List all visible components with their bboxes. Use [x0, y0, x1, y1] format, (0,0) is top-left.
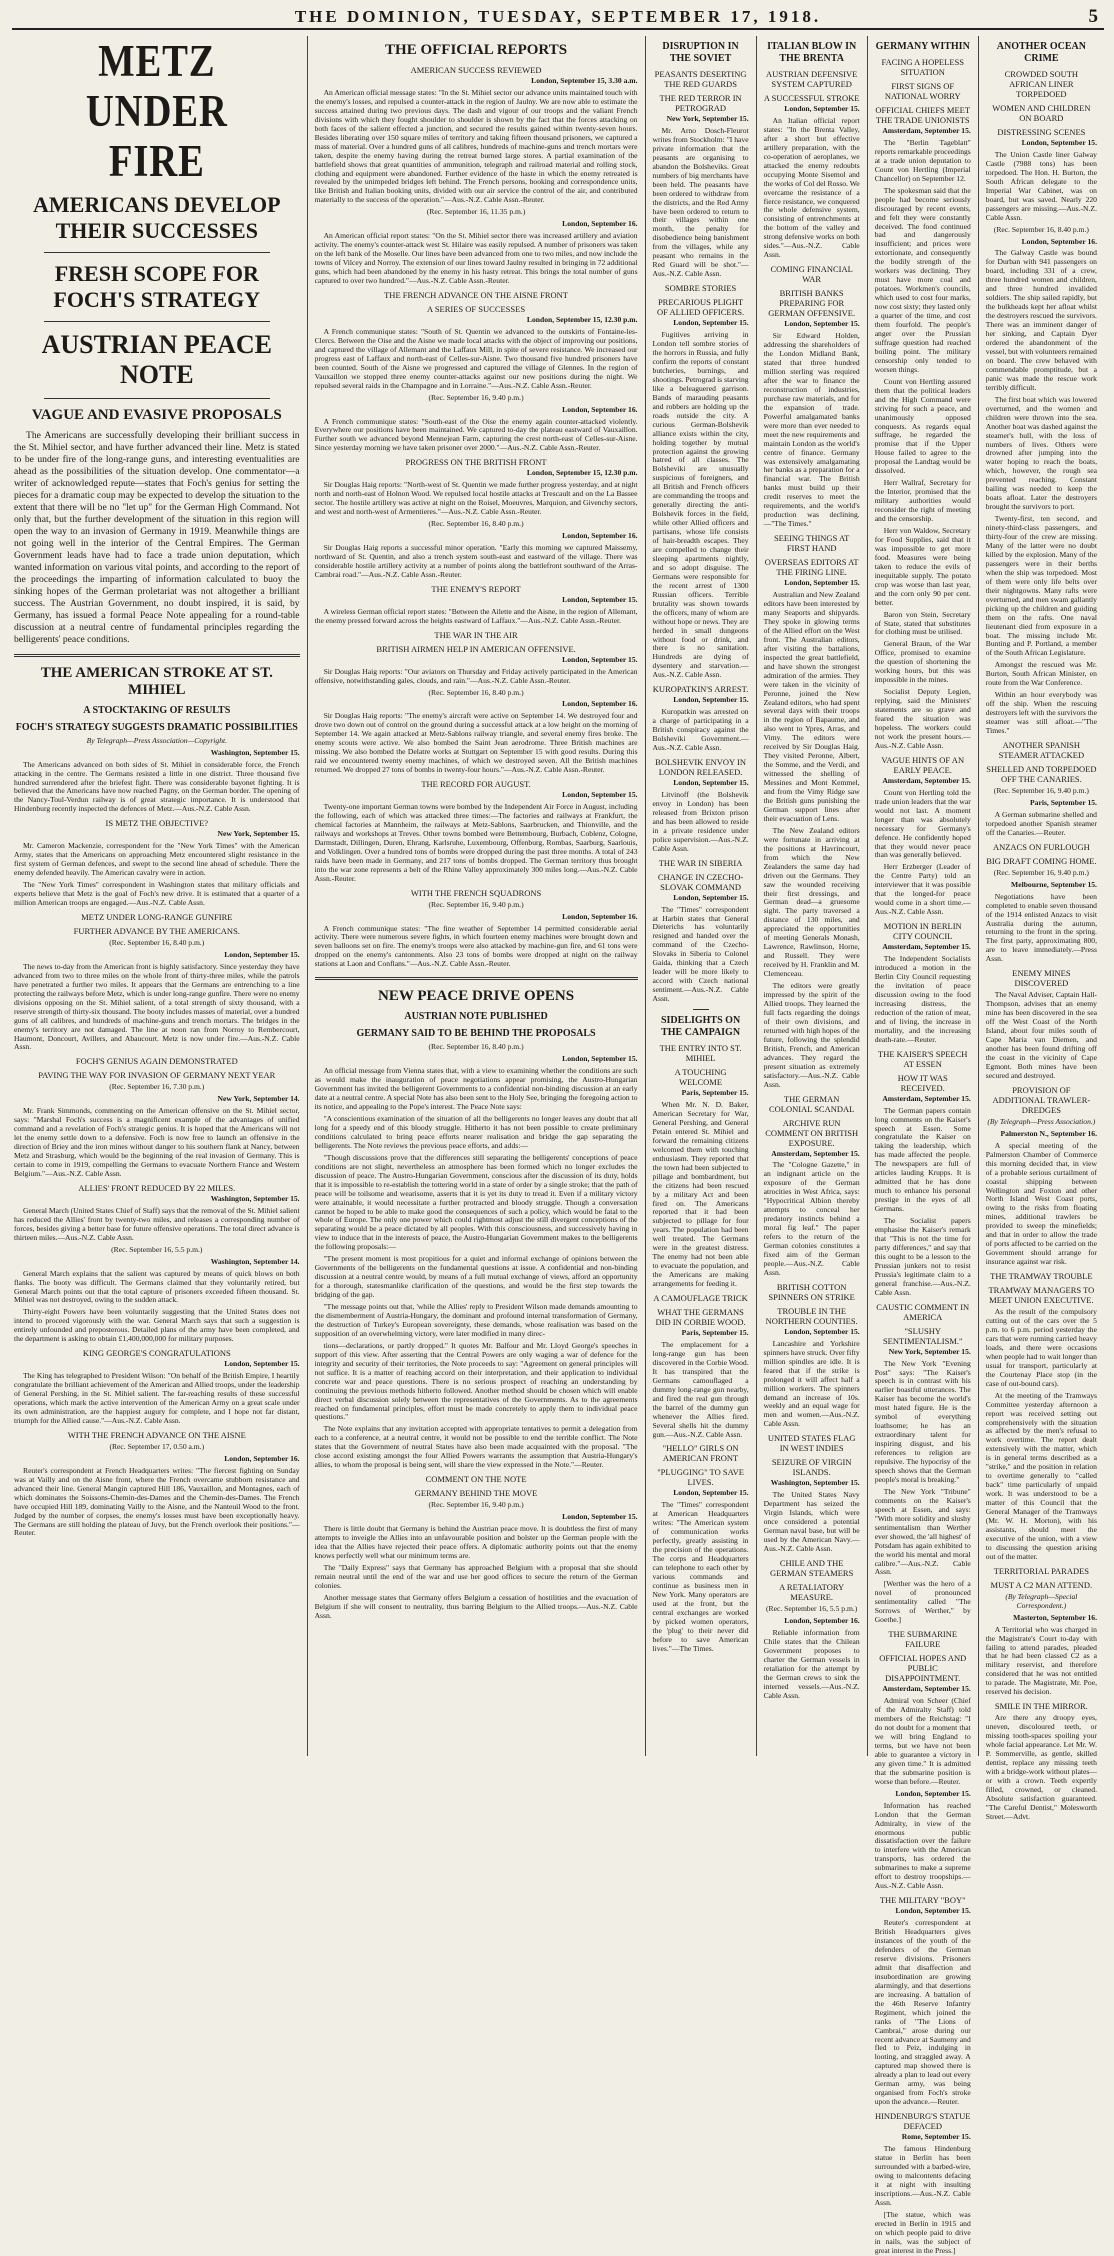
article-paragraph: Negotiations have been completed to enable seven thousand of the 1914 enlisted Anzacs to visit Australia during the autumn, returning to the front in the spring. The first party, approximating 800, are to leave immediately.—Press Assn. [985, 891, 1097, 964]
article-subheading: WHAT THE GERMANS DID IN CORBIE WOOD. [655, 1307, 746, 1328]
article-subheading: MOTION IN BERLIN CITY COUNCIL [883, 921, 962, 942]
section-heading: THE OFFICIAL REPORTS [385, 42, 568, 58]
article-heading: THE AMERICAN STROKE AT ST. MIHIEL [40, 664, 273, 698]
headline-deck-2: FRESH SCOPE FOR FOCH'S STRATEGY [53, 261, 261, 312]
byline: (By Telegraph—Special Correspondent.) [1005, 1591, 1078, 1610]
article-heading: ANOTHER OCEAN CRIME [996, 41, 1086, 64]
article-subheading: A CAMOUFLAGE TRICK [653, 1293, 748, 1304]
dateline: London, September 15, 12.30 p.m. [526, 314, 638, 324]
article-paragraph: The New York "Evening Post" says: "The Kaiser's speech is in contrast with his earlier boastful utterances. The Kaiser has become the world's most hated figure. He is the symbol of everything loathsome; he has an extraordinary talent for inspiring disgust, and his references to religion are repulsive. The hypocrisy of the speech shows that the German people's moral is breaking." [874, 1358, 971, 1484]
article-paragraph: An American official message states: "In the St. Mihiel sector our advance units maintained touch with the enemy's losses, and repulsed a counter-attack in the region of Jaulny. We are now able to estimate the success attained during two previous days. The dash and vigour of our troops and the valiant French divisions with which they fought shoulder to shoulder is shown by the fact that the forces attacking on both faces of the salient effected a junction, and secured the results gained within twenty-seven hours. Besides liberating over 150 square miles of territory and taking fifteen thousand prisoners, we captured a mass of material. Over a hundred guns of all calibres, hundreds of machine-guns and trench mortars were taken, despite the enemy having during the retreat burned large stores. A partial examination of the battlefield shows that great quantities of ammunition, telegraph and railroad material and rolling stock, clothing and equipment were abandoned. Further evidence of the haste in which the enemy retreated is revealed by the unimpeded bridges left behind. The French persons, booking and correspondence units, like British and Italian booking units, divided with our air service the control of the air, and contributed materially to the success of the operation."—Aus.-N.Z. Cable Assn.-Reuter. [314, 87, 638, 205]
received-note: (Rec. September 16, 8.40 p.m.) [428, 1042, 524, 1052]
article-paragraph: The editors were greatly impressed by the spirit of the Allied troops. They learned the full facts regarding the doings of their own divisions, and returned with high hopes of the future, following the splendid British, French, and American advances. They regard the present situation as extremely satisfactory.—Aus.-N.Z. Cable Assn. [763, 981, 860, 1089]
article-subheading: CROWDED SOUTH AFRICAN LINER TORPEDOED [1004, 69, 1079, 99]
article-paragraph: Lancashire and Yorkshire spinners have struck. Over fifty million spindles are idle. It is feared that if the strike is prolonged it will affect half a million workers. The spinners demand an increase of 10s. weekly and an equal wage for men and women.—Aus.-N.Z. Cable Assn. [763, 1338, 860, 1429]
article-heading: NEW PEACE DRIVE OPENS [378, 988, 575, 1005]
article-subheading: THE FRENCH ADVANCE ON THE AISNE FRONT [384, 289, 568, 300]
headline-deck-1: AMERICANS DEVELOP THEIR SUCCESSES [33, 192, 281, 243]
received-note: (Rec. September 16, 9.40 p.m.) [428, 899, 524, 909]
dateline: New York, September 14. [217, 1094, 300, 1104]
article-subheading: SMILE IN THE MIRROR. [994, 1701, 1088, 1712]
byline: (By Telegraph—Press Association.) [987, 1116, 1096, 1126]
article-paragraph: There is little doubt that Germany is behind the Austrian peace move. It is doubtless the first of many attempts to inveigle the Allies into an unfavourable position and bolster up the German people with the idea that the Allies have rejected their peace offers. A diplomatic authority points out that the enemy knows perfectly well what our minimum terms are. [314, 1524, 638, 1560]
article-subheading: FOCH'S GENIUS AGAIN DEMONSTRATED [75, 1056, 238, 1067]
article-paragraph: Admiral von Scheer (Chief of the Admiralty Staff) told members of the Reichstag: "I do not doubt for a moment that we will bring England to terms, but we have not been able to guarantee a victory in any given time." It is admitted that the submarine position is worse than before.—Reuter. [874, 1696, 971, 1786]
article-subheading: BOLSHEVIK ENVOY IN LONDON RELEASED. [655, 757, 746, 777]
article-paragraph: The United States Navy Department has seized the Virgin Islands, which were once considered a potential German naval base, but will be used by the American Navy.—Aus.-N.Z. Cable Assn. [763, 1490, 860, 1553]
dateline: New York, September 15. [217, 829, 300, 839]
article-subheading: CHANGE IN CZECHO-SLOVAK COMMAND [657, 871, 744, 892]
article-paragraph: [Werther was the hero of a novel of pronounced sentimentality called "The Sorrows of Werther," by Goethe.] [874, 1579, 971, 1625]
article-subheading: UNITED STATES FLAG IN WEST INDIES [767, 1433, 856, 1454]
dateline: London, September 15. [562, 654, 638, 664]
page-number: 5 [1088, 6, 1098, 27]
article-subheading: PROGRESS ON THE BRITISH FRONT [405, 457, 547, 468]
article-paragraph: The Galway Castle was bound for Durban with 941 passengers on board, including 331 of a crew, three hundred women and children, and three hundred invalided soldiers. The ship sailed rapidly, but the bulkheads kept her afloat whilst the destroyers rescued the survivors. There was an imminent danger of her sinking, and Captain Dyer ordered the abandonment of the vessel, but with volunteers remained on board. The crew behaved with commendable promptitude, but a panic was made the rescue work terribly difficult. [985, 248, 1097, 392]
article-paragraph: Fugitives arriving in London tell sombre stories of the horrors in Russia, and fully confirm the reports of constant butcheries, burnings, and shootings. Petrograd is starving like a beleaguered garrison. Bands of marauding peasants and robbers are holding up the roads outside the city. A curious German-Bolshevik alliance exists within the city, holding together by mutual protection against the growing hatred of all classes. The Bolsheviki are unusually suspicious of foreigners, and all British and French officers are commanding the troops and generally directing the anti-Bolshevik forces in the field, while other Allied officers and partisans, whose life consists of hair-breadth escapes. They are compelled to change their sleeping apartments nightly, and so adopt disguise. The Germans were responsible for the recent arrest of 1300 Russian officers. Terrible brutality was shown towards the officers, many of whom are without hope or news. They are herded in small dungeons without food or drink, and there is no sanitation. Hundreds are dying of dysentery and starvation.—Aus.-N.Z. Cable Assn. [652, 330, 749, 680]
masthead [12, 6, 1104, 30]
article-paragraph: Sir Douglas Haig reports a successful minor operation. "Early this morning we captured Maissemy, northward of St. Quentin, and also a trench system south-east and eastward of the village. There was considerable hostile artillery activity at a number of points along the battlefront southward of the Arras-Cambrai road."—Aus.-N.Z. Cable Assn.-Reuter. [314, 542, 638, 579]
article-paragraph: Australian and New Zealand editors have been interested by many Seaports and shipyards. They spoke in glowing terms of the Allied effort on the West front. The Australian editors, after visiting the battalions, inspected the great battlefield, and have shown the strongest admiration of the armies. They were taken in the vicinity of Peronne, joined the New Zealand editors, who had spent several days with their troops in the region of Bapaume, and also went to Ypres, Arras, and Vimy. The editors were received by Sir Douglas Haig. They visited Peronne, Albert, the Somme, and the Verdi, and witnessed the shelling of Messines and Mont Kemmel, and from the Vimy Ridge saw the British guns punishing the German support lines after their evacuation of Lens. [763, 590, 860, 823]
dateline: London, September 15. [224, 949, 300, 959]
article-paragraph: "The message points out that, 'while the Allies' reply to President Wilson made demands amounting to the dismemberment of Austria-Hungary, the dominant and profound internal transformation of Germany, the destruction of Turkey's European sovereignty, these demands, whose realisation was based on the supposition of an overwhelming victory, were later modified in many direc- [314, 1302, 638, 1338]
dateline: London, September 15. [784, 1326, 860, 1336]
dateline: London, September 16. [224, 1453, 300, 1463]
lead-summary: The Americans are successfully developing their brilliant success in the St. Mihiel sector, and have further advanced their line. Metz is stated to be under fire of the long-range guns, and interesting eventualities are ahead as the possibilities of the situation develop. One commentator—a writer of acknowledged repute—states that Foch's genius for setting the pieces for a dramatic coup may be expected to develop the situation to the extent that there will be no "let up" for the German High Command. Not only that, but the further development of the situation in this region will open the way to an invasion of Germany in 1919. Meanwhile things are not going well in the interior of the Central Empires. The German Government leads have had to face a trade union deputation, which wanted information on various vital points, and according to the report of the proceedings the imparting of information calculated to buoy the sinking hopes of the German proletariat was not altogether a brilliant success. The Austrian Government, no doubt inspired, it is said, by Germany, has issued a formal Peace Note appealing for a round-table discussion at a neutral centre of fundamental principles regarding the belligerents' peace conditions. [14, 430, 300, 645]
article-subheading: THE ENTRY INTO ST. MIHIEL [659, 1043, 742, 1064]
article-paragraph: Socialist Deputy Legien, replying, said the Ministers' statements are so grave and feared the situation was hopeless. The workers could not work the present hours.—Aus.-N.Z. Cable Assn. [874, 687, 971, 750]
article-paragraph: The Note explains that any invitation accepted with appropriate tentatives to permit a delegation from each to a conference, at a neutral centre, it would not be possible to end the terrible conflict. The Note states that the Government of neutral States have also been made acquainted with the proposal. "The close accord existing amongst the four Allied Powers warrants the assumption that Austria-Hungary's allies, to whom the proposal is being sent, will share the view expressed in the Note."—Reuter. [314, 1424, 638, 1470]
article-paragraph: Are there any droopy eyes, uneven, discoloured teeth, or missing tooth-spaces spoiling your whole facial appearance. Let Mr. W. P. Sommerville, as gentle, skilled dentist, replace any missing teeth with a bridge-work without plates—or with a crown. Teeth expertly filled, crowned, or cleaned. Absolute satisfaction guaranteed. "The Careful Dentist," Molesworth Street.—Advt. [985, 1713, 1097, 1821]
dateline: London, September 16. [562, 219, 638, 229]
dateline: Washington, September 14. [210, 1256, 300, 1266]
article-paragraph: General March explains that the salient was captured by means of quick blows on both flanks. The booty was difficult. The Germans claimed that they voluntarily retired, but General March points out that the total capture of prisoners exceeded fifteen thousand. St. Mihiel was not destroyed, owing to the sudden attack. [14, 1268, 300, 1305]
article-paragraph: The "New York Times" correspondent in Washington states that military officials and experts believe that Metz is the goal of Foch's new drive. It is estimated that a quarter of a million American troops are engaged.—Aus.-N.Z. Cable Assn. [14, 880, 300, 908]
article-paragraph: The King has telegraphed to President Wilson: "On behalf of the British Empire, I heartily congratulate the brilliant achievement of the American and Allied troops, under the leadership of General Pershing, in the St. Mihiel salient. The far-reaching results of these successful operations, which mark the active intervention of the American Army on a great scale under its own administration, are the happiest augury for complete, and I hope not far distant, triumph for the Allied cause."—Aus.-N.Z. Cable Assn. [14, 1371, 300, 1425]
article-subheading: SEIZURE OF VIRGIN ISLANDS. [771, 1457, 852, 1478]
article-subheading: WITH THE FRENCH ADVANCE ON THE AISNE [67, 1429, 246, 1440]
article-subheading: DISTRESSING SCENES [997, 127, 1086, 137]
article-subheading: PAVING THE WAY FOR INVASION OF GERMANY NEXT YEAR [38, 1070, 276, 1081]
article-subheading: CAUSTIC COMMENT IN AMERICA [876, 1301, 970, 1322]
article-subheading: A SUCCESSFUL STROKE [763, 93, 860, 103]
article-paragraph: The "Daily Express" says that Germany has approached Belgium with a proposal that she should remain neutral until the end of the war and use her good offices to secure the return of the German colonies. [314, 1562, 638, 1590]
article-subheading: ANOTHER SPANISH STEAMER ATTACKED [998, 740, 1085, 760]
article-paragraph: Twenty-first, ten second, and ninety-third-class passengers, and thirty-four of the crew are missing. Many of the latter were no doubt killed by the explosion. Many of the passengers were in their berths when the ship was torpedoed. Most of them were only life belts over their nightgowns. Many rafts were overturned, and men swam gallantly picking up the children and guiding them on the rafts. One naval lieutenant died from exposure in a boat. The missing include Mr. Bunting and P. Portland, a member of the South African Legislature. [985, 514, 1097, 658]
dateline: London, September 15. [673, 892, 749, 902]
article-paragraph: "The present moment is most propitious for a quiet and informal exchange of opinions between the Governments of the belligerents on the fundamental questions at issue. A confidential and non-binding discussion at a neutral centre would, by means of a full mutual exchange of views, afford an opportunity for a thorough, statesmanlike clarification of the questions, and would be the first step towards the bridging of the gap. [314, 1254, 638, 1300]
article-paragraph: Kuropatkin was arrested on a charge of participating in a British conspiracy against the Bolsheviki Government.—Aus.-N.Z. Cable Assn. [652, 707, 749, 753]
article-heading: DISRUPTION IN THE SOVIET [662, 41, 739, 64]
article-paragraph: Herr von Waldow, Secretary for Food Supplies, said that it was impossible to get more food. Measures were being taken to reduce the evils of inequitable supply. The potato crop was worse than last year, and the corn only 90 per cent. better. [874, 525, 971, 607]
dateline: Paris, September 15. [681, 1088, 749, 1098]
article-paragraph: Herr Erzberger (Leader of the Centre Party) told an interviewer that it was possible that the longed-for peace would come in a short time.—Aus.-N.Z. Cable Assn. [874, 862, 971, 917]
dateline: Melbourne, September 15. [1011, 879, 1097, 889]
article-subheading: SHELLED AND TORPEDOED OFF THE CANARIES. [986, 764, 1097, 784]
article-paragraph: A German submarine shelled and torpedoed another Spanish steamer off the Canaries.—Reuter. [985, 809, 1097, 837]
article-paragraph: The spokesman said that the people had become seriously discouraged by recent events, and felt they were constantly deceived. The food continued bad and dangerously insufficient; and prices were extortionate, and consequently the bodily strength of the workers was declining. They must have more coal and potatoes. Workmen's councils, which used to cost four marks, now cost sixty; they lasted only a quarter of the time, and cost them fourfold. The people's anger over the Prussian suffrage question had reached boiling point. The military censorship only tended to worsen things. [874, 185, 971, 374]
article-subheading: OFFICIAL CHIEFS MEET THE TRADE UNIONISTS [875, 105, 971, 125]
article-paragraph: The New Zealand editors were fortunate in arriving at the positions at Havrincourt, from which the New Zealanders the same day had driven out the Germans. They saw the wounded receiving their first dressings, and German dead—a gruesome sight. The party traversed a distance of 130 miles, and appreciated the opportunities of meeting Generals Monash, Lawrence, Rawlinson, Horne, and Russell. They were received by H. Franklin and M. Clemenceau. [763, 825, 860, 979]
received-note: (Rec. September 16, 11.35 p.m.) [426, 207, 526, 217]
article-paragraph: General March (United States Chief of Staff) says that the removal of the St. Mihiel salient has reduced the Allies' front by twenty-two miles, and releases a corresponding number of forces, besides giving a better base for future offensive operations. The total direct advance is thirteen miles.—Aus.-N.Z. Cable Assn. [14, 1205, 300, 1242]
article-paragraph: Herr Wallraf, Secretary for the Interior, promised that the military authorities would reconsider the right of meeting and the censorship. [874, 478, 971, 524]
article-subheading: A TOUCHING WELCOME [674, 1067, 727, 1088]
received-note: (Rec. September 17, 0.50 a.m.) [109, 1441, 205, 1451]
article-paragraph: The Socialist papers emphasise the Kaiser's remark that "This is not the time for party differences," and say that this ought to be a lesson to the Prussian junkers not to resist Prussia's legitimate claim to a general franchise.—Aus.-N.Z. Cable Assn. [874, 1216, 971, 1297]
dateline: London, September 15, 12.30 p.m. [526, 468, 638, 478]
article-subheading: THE ENEMY'S REPORT [431, 583, 521, 594]
article-subheading: FOCH'S STRATEGY SUGGESTS DRAMATIC POSSIBILITIES [15, 721, 298, 733]
article-paragraph: "A conscientious examination of the situation of all the belligerents no longer leaves any doubt that all long for a speedy end of this bloody struggle. Hitherto it has not been possible to create preliminary conditions calculated to bring peace efforts nearer realisation and bridge the gap separating the belligerents. The Note reviews the previous peace efforts, and adds:— [314, 1113, 638, 1150]
article-subheading: ENEMY MINES DISCOVERED [1012, 968, 1071, 989]
article-paragraph: "Though discussions prove that the differences still separating the belligerents' conceptions of peace conditions are not slight, nevertheless an atmosphere has been formed which no longer excludes the discussion of peace. The Austro-Hungarian Government, conscious after the discussion of its duty, holds that it is impossible to re-establish the tottering world in a state of order by a single stroke; that the path of peace will be toilsome and wearisome, asserts that it is yet its duty to tread it. Even if a military victory were attainable, it would necessitate a further protracted and bloody struggle. Though a conversation cannot be hoped to be able to make good the consequences of such a policy, which would be fatal to the whole of Europe. The only one power which could rightmost adjust the still divergent conceptions of the separating would be a peace dictated by all peoples. With this consciousness, and successively having in view to induce that in the interests of peace, the Austro-Hungarian Government makes to the belligerents the following proposals:— [314, 1152, 638, 1252]
dateline: London, September 15. [673, 695, 749, 705]
article-paragraph: tions—declarations, or partly dropped." It quotes Mr. Balfour and Mr. Lloyd George's speeches in support of this view. After asserting that the Central Powers are only waging a war of defence for the integrity and security of their territories, the Note proceeds to say: "Agreement on general principles will not suffice. It is a matter of reaching accord on their interpretation, and their application to individual concrete war and peace questions. There is no serious prospect of reaching an understanding by continuing the previous methods hitherto followed. Another method should be chosen which will enable direct verbal discussion solely between the representatives of the Governments. As to the agreements reached on fundamental principles, effort must be made concretely to apply them to individual peace questions." [314, 1340, 638, 1422]
received-note: (Rec. September 16, 9.40 p.m.) [428, 1500, 524, 1510]
dateline: London, September 15. [895, 1788, 971, 1798]
article-subheading: PROVISION OF ADDITIONAL TRAWLER-DREDGES [992, 1084, 1091, 1115]
article-subheading: FACING A HOPELESS SITUATION [881, 57, 964, 77]
headline-deck-4: VAGUE AND EVASIVE PROPOSALS [31, 407, 282, 423]
dateline: London, September 15. [562, 790, 638, 800]
article-paragraph: At the meeting of the Tramways Committee yesterday afternoon a report was received setting out comprehensively with the situation as affected by the men's refusal to work overtime. The report dealt extensively with the matter, which is in general terms described as a "strike," and the position in relation to overtime generally to "called back" time particularly of unpaid work. It was understood to be a matter of this Council that the General Manager of the Tramways (Mr. W. H. Morton), with his assistants, should meet the executive of the union, with a view to discussing the question arising out of the matter. [985, 1390, 1097, 1561]
dateline: London, September 15. [673, 1488, 749, 1498]
article-paragraph: The Americans advanced on both sides of St. Mihiel in considerable force, the French attacking in the centre. The Germans resisted a little in one district. Three thousand five hundred surrendered after the briefest fight. There was considerable bayonet fighting. It is believed that the Americans have now reached Pagny, on the German border. The opening of the Nancy-Toul-Verdun railway is of great strategic importance. It is understood that Hindenburg recently inspected the defences of Metz.—Aus.-N.Z. Cable Assn. [14, 759, 300, 814]
article-subheading: THE RED TERROR IN PETROGRAD [659, 93, 742, 113]
article-paragraph: A wireless German official report states: "Between the Ailette and the Aisne, in the region of Allemant, the enemy pressed forward across the heights eastward of Laffaux."—Aus.-N.Z. Cable Assn.-Reuter. [314, 606, 638, 625]
article-subheading: AMERICAN SUCCESS REVIEWED [410, 65, 542, 75]
article-subheading: THE GERMAN COLONIAL SCANDAL [768, 1093, 855, 1114]
received-note: (Rec. September 16, 5.5 p.m.) [765, 1603, 858, 1613]
article-subheading: PRECARIOUS PLIGHT OF ALLIED OFFICERS. [657, 297, 745, 318]
article-heading: GERMANY WITHIN [875, 41, 970, 52]
article-paragraph: A special meeting of the Palmerston Chamber of Commerce this morning decided that, in view of a probable serious curtailment of coastal shipping between Wellington and Foxton and other North Island West Coast ports, owing to the risks from floating mines, additional trawlers be provided to sweep the minefields; and that in order to allow the trade of ports affected to be carried on the Government should arrange for insurance against war risk. [985, 1140, 1097, 1267]
article-subheading: THE SUBMARINE FAILURE [888, 1629, 958, 1650]
article-paragraph: The emplacement for a long-range gun has been discovered in the Corbie Wood. It has transpired that the Germans camouflaged a dummy long-range gun nearby, and fired the real gun through the barrel of the dummy gun whenever the Allies fired. Several shells hit the dummy gun.—Aus.-N.Z. Cable Assn. [652, 1339, 749, 1439]
article-paragraph: Reliable information from Chile states that the Chilean Government proposes to charter the German vessels in retaliation for the attempt by the German crews to sink the interned vessels.—Aus.-N.Z. Cable Assn. [763, 1627, 860, 1700]
dateline: Washington, September 15. [210, 1193, 300, 1203]
article-paragraph: The German papers contain long comments on the Kaiser's speech at Essen. Some congratulate the Kaiser on taking the leadership, which has made affected the people. The newspapers are full of articles lauding Krupps. It is admitted that he has done much to enhance his personal prestige in the eyes of all Germans. [874, 1105, 971, 1214]
article-subheading: FURTHER ADVANCE BY THE AMERICANS. [73, 925, 240, 936]
article-subheading: BRITISH BANKS PREPARING FOR GERMAN OFFENSIVE. [768, 288, 856, 319]
article-subheading: GERMANY SAID TO BE BEHIND THE PROPOSALS [356, 1028, 596, 1040]
article-paragraph: Count von Hertling told the trade union leaders that the war would not last. A moment longer than was absolutely necessary for Germany's defence. He confidently hoped that they would never peace than was generally believed. [874, 787, 971, 860]
column-3 [645, 36, 756, 1756]
article-paragraph: An official message from Vienna states that, with a view to examining whether the conditions are such as would make the inauguration of peace negotiations appear promising, the Austro-Hungarian Government has invited the belligerent Governments to a confidential non-binding discussion at an early date at a neutral centre. A special Note has also been sent to the Holy See, bringing the foregoing action to its notice, and appealing to the Pope's interest. The Peace Note says: [314, 1066, 638, 1112]
article-paragraph: Litvinoff (the Bolshevik envoy in London) has been released from Brixton prison and has been allowed to reside in a private residence under police supervision.—Aus.-N.Z. Cable Assn. [652, 789, 749, 853]
article-subheading: TROUBLE IN THE NORTHERN COUNTIES. [765, 1305, 858, 1326]
article-heading: SIDELIGHTS ON THE CAMPAIGN [660, 1015, 741, 1039]
article-subheading: ANZACS ON FURLOUGH [992, 841, 1090, 852]
article-paragraph: Baron von Stein, Secretary of State, stated that substitutes for clothing must be utilised. [874, 609, 971, 637]
article-paragraph: Mr. Cameron Mackenzie, correspondent for the "New York Times" with the American Army, states that the Americans on approaching Metz encountered slight resistance in the first system of German defences, and swept to the second line ahead of schedule. There the enemy defended heavily. The American cavalry were in action. [14, 841, 300, 878]
article-subheading: KUROPATKIN'S ARREST. [652, 684, 749, 695]
article-subheading: THE KAISER'S SPEECH AT ESSEN [878, 1048, 968, 1069]
dateline: London, September 16. [562, 531, 638, 541]
article-subheading: "SLUSHY SENTIMENTALISM." [882, 1325, 963, 1346]
article-paragraph: The famous Hindenburg statue in Berlin has been surrounded with a barbed-wire, owing to malcontents defacing it at night with insulting inscriptions.—Aus.-N.Z. Cable Assn. [874, 2144, 971, 2207]
article-subheading: "PLUGGING" TO SAVE LIVES. [657, 1467, 744, 1488]
article-paragraph: Mr. Arno Dosch-Fleurot writes from Stockholm: "I have private information that the peasants are organising to abandon the Bolsheviks. Great numbers of big merchants have been held. The peasants have been ordered to withdraw from the districts, and the Red Army have been ordered to return to their villages within one month, the penalty for disobedience being banishment from the villages, while any peasant who remains in the Red Guard will be shot."—Aus.-N.Z. Cable Assn. [652, 125, 749, 279]
dateline: London, September 16. [562, 404, 638, 414]
article-paragraph: Thirty-eight Powers have been voluntarily suggesting that the United States does not intend to proceed vigorously with the war. General March says that such a suggestion is entirely unfounded and preposterous. Detailed plans of the army have been completed, and the department is asking to obtain £1,400,000,000 for military purposes. [14, 1307, 300, 1344]
article-subheading: CHILE AND THE GERMAN STEAMERS [769, 1557, 854, 1578]
article-paragraph: The first boat which was lowered overturned, and the women and children were thrown into the sea. Another boat was dashed against the steamer's hull, with the loss of numbers of lives. Others were drowned after jumping into the water hoping to reach the boats, which, however, the rough sea prevented reaching. Constant bailing was needed to keep the boats afloat. Later the destroyers brought the survivors to port. [985, 394, 1097, 512]
article-paragraph: The news to-day from the American front is highly satisfactory. Since yesterday they have advanced from two to three miles on the whole front of thirty-three miles, while the patrols have penetrated a further two miles. It appears that the Germans are entrenching to a line protecting the railways before Metz, which is under long-range gunfire. There were no enemy divisions opposing on the St. Mihiel salient, of a total strength of sixty thousand, with a reserve strength of thirty-six thousand. The booty includes masses of material, over a hundred guns of all calibres, and hundreds of machine-guns and trench mortars. The bridges in the enemy's territory are not damaged. The line at noon ran from Norroy to Rembercourt, Haumont, Doncourt, Avillers, and Abaucourt. Metz is now under fire.—Aus.-N.Z. Cable Assn. [14, 961, 300, 1052]
column-4 [756, 36, 867, 1756]
article-paragraph: An Italian official report states: "In the Brenta Valley, after a short but effective artillery preparation, with the co-operation of aeroplanes, we attacked the enemy redoubts occupying Monte Sisemol and the works of Col del Rosso. We overcame the resistance of a fierce resistance, we conquered the whole defensive system, consisting of entrenchments at the bottom of the valley and strong defensive works on both sides."—Aus.-N.Z. Cable Assn. [763, 115, 860, 260]
dateline: London, September 15, 3.30 a.m. [531, 76, 638, 85]
received-note: (Rec. September 16, 8.40 p.m.) [428, 687, 524, 697]
dateline: London, September 16. [1021, 236, 1097, 246]
article-paragraph: [The statue, which was erected in Berlin in 1915 and on which people paid to drive in nails, was the subject of great interest in the Press.] [874, 2209, 971, 2255]
article-paragraph: Count von Hertling assured them that the political leaders and the High Command were striving for such a peace, and unanimously opposed conquests. As regards equal suffrage, he regarded the promise that if the Upper House failed to agree to the proposal the Landtag would be dissolved. [874, 376, 971, 476]
article-subheading: OFFICIAL HOPES AND PUBLIC DISAPPOINTMENT. [879, 1653, 967, 1684]
article-paragraph: The Union Castle liner Galway Castle (7988 tons) has been torpedoed. The Hon. H. Burton, the South African delegate to the Imperial War Cabinet, was on board, but was saved. Nearly 220 passengers are missing.—Aus.-N.Z. Cable Assn. [985, 149, 1097, 222]
received-note: (Rec. September 16, 5.5 p.m.) [111, 1244, 203, 1254]
article-subheading: BIG DRAFT COMING HOME. [986, 855, 1097, 866]
article-paragraph: Sir Douglas Haig reports: "The enemy's aircraft were active on September 14. We destroyed four and drove two down out of control on the ground during a successful attack at a low height on the morning of September 14. We again attacked at Metz-Sablons railway triangle, and several enemy fires broke. The enemy scouts were active. We also bombed the Saint Jean aerodrome. Three British machines are missing. We also bombed the Delatre works at Stuttgart on September 15 with good results. During this raid we encountered twenty enemy machines, of which we destroyed seven. All the British machines returned. We dropped 27 tons of bombs in twenty-four hours."—Aus.-N.Z. Cable Assn.-Reuter. [314, 711, 638, 775]
dateline: New York, September 15. [888, 1346, 971, 1356]
article-paragraph: Sir Douglas Haig reports: "Our aviators on Thursday and Friday actively participated in the American offensive, notwithstanding gales, clouds, and rain."—Aus.-N.Z. Cable Assn.-Reuter. [314, 666, 638, 685]
article-subheading: WOMEN AND CHILDREN ON BOARD [992, 103, 1091, 123]
article-paragraph: The Naval Adviser, Captain Hall-Thompson, advises that an enemy mine has been discovered in the sea off the West Coast of the North Island, about four miles south of Cape Maria van Diemen, and another has been found drifting off the coast in the vicinity of Cape Egmont. Both mines have been secured and destroyed. [985, 990, 1097, 1080]
dateline: London, September 16. [562, 911, 638, 921]
dateline: Amsterdam, September 15. [882, 126, 971, 135]
dateline: London, September 15. [562, 1512, 638, 1522]
received-note: (Rec. September 16, 9.40 p.m.) [993, 867, 1089, 877]
article-paragraph: General Braun, of the War Office, promised to examine the question of shortening the working hours, but this was impossible in the mines. [874, 639, 971, 685]
article-subheading: KING GEORGE'S CONGRATULATIONS [82, 1348, 231, 1359]
article-paragraph: The Independent Socialists introduced a motion in the Berlin City Council requesting the invitation of peace discussion owing to the food increasing distress, the reduction of the ration of meat, and of living, the increase in mortality, and the increasing death-rate.—Reuter. [874, 954, 971, 1044]
article-subheading: METZ UNDER LONG-RANGE GUNFIRE [81, 911, 233, 922]
article-subheading: BRITISH AIRMEN HELP IN AMERICAN OFFENSIVE. [376, 643, 576, 654]
dateline: London, September 15. [784, 578, 860, 588]
dateline: Paris, September 15. [1030, 797, 1097, 807]
dateline: London, September 15. [673, 778, 749, 787]
article-subheading: THE TRAMWAY TROUBLE [990, 1271, 1093, 1282]
article-subheading: THE MILITARY "BOY" [879, 1895, 966, 1906]
article-subheading: OVERSEAS EDITORS AT THE FIRING LINE. [764, 557, 859, 578]
dateline: London, September 15. [784, 319, 860, 329]
column-1 [12, 36, 307, 1756]
article-subheading: HOW IT WAS RECEIVED. [897, 1072, 948, 1093]
dateline: London, September 15. [562, 1054, 638, 1064]
article-paragraph: Twenty-one important German towns were bombed by the Independent Air Force in August, including the following, each of which was attacked three times:—The factories and railways at Frankfurt, the chemical factories at Mannheim, the railways at Metz-Sablons, Saarbrucken, and Thionville, and the railways and workshops at Treves. Other towns bombed were Bettembourg, Burbach, Coblenz, Cologne, Darmstadt, Dillingen, Duren, Ehrang, Karlsruhe, Luxembourg, Offenburg, Rombas, Saarburg, Saarlouis, and Volklingen. Over a hundred tons of bombs were dropped during the past three months. A total of 243 raids have been made in Germany, and 217 tons of bombs dropped. The German territory thus brought into the war zone represents a belt of the Rhine Valley approximately 300 miles long.—Aus.-N.Z. Cable Assn.-Reuter. [314, 802, 638, 883]
article-subheading: MUST A C2 MAN ATTEND. [990, 1579, 1093, 1590]
article-paragraph: Sir Douglas Haig reports: "North-west of St. Quentin we made further progress yesterday, and at night north and north-east of Holnon Wood. We repulsed local hostile attacks at Trescault and on the La Bassee sector. The hostile artillery was active at night on the Roisel, Moeuvres, Marquion, and Givenchy sectors, and west and north-west of Armentieres."—Aus.-N.Z. Cable Assn.-Reuter. [314, 480, 638, 517]
dateline: London, September 16. [562, 699, 638, 709]
dateline: London, September 15. [1021, 138, 1097, 147]
article-paragraph: Reuter's correspondent at French Headquarters writes: "The fiercest fighting on Sunday was at Vailly and on the Aisne front, where the French overcame stubborn resistance and advanced their line. General Mangin captured Hill 186, Vauxaillon, and Montagnes, each of which dominates the Soissons-Chemin-des-Dames and the Chemin-des-Dames. The French have occupied Hill 189, dominating Vailly to the Aisne, and the Nanteuil Wood to the front. Judged by the number of corpses, the enemy's losses must have been exceptionally heavy. The Germans are still holding the plateau of Juvy, but the French overlook their positions."—Reuter. [14, 1465, 300, 1538]
dateline: Amsterdam, September 15. [882, 1684, 971, 1694]
article-subheading: COMMENT ON THE NOTE [425, 1474, 527, 1485]
article-subheading: A RETALIATORY MEASURE. [779, 1581, 845, 1602]
dateline: Palmerston N., September 16. [1000, 1128, 1097, 1138]
dateline: Washington, September 15. [770, 1478, 860, 1488]
article-subheading: FIRST SIGNS OF NATIONAL WORRY [884, 81, 961, 101]
article-subheading: VAGUE HINTS OF AN EARLY PEACE. [881, 754, 965, 775]
dateline: London, September 15. [224, 1359, 300, 1369]
article-paragraph: The "Berlin Tageblatt" reports remarkable proceedings at a trade union deputation to Count von Hertling (Imperial Chancellor) on September 12. [874, 137, 971, 183]
article-subheading: WITH THE FRENCH SQUADRONS [410, 887, 542, 898]
article-subheading: THE WAR IN SIBERIA [658, 857, 743, 868]
article-subheading: BRITISH COTTON SPINNERS ON STRIKE [768, 1281, 855, 1302]
article-paragraph: When Mr. N. D. Baker, American Secretary for War, General Pershing, and General Petain entered St. Mihiel and forward the remaining citizens welcomed them with touching enthusiasm. They reported that the town had been subjected to pillage and bombardment, but the citizens had been rescued by a military Act and been fired on. The Americans reported that it had been subjected to pillage for four years. The population had been well treated. The Germans were in the greatest distress. The enemy had not been able to evacuate the population, and the Americans are making arrangements for feeding it. [652, 1100, 749, 1289]
byline: By Telegraph—Press Association—Copyright. [86, 735, 227, 745]
article-subheading: PEASANTS DESERTING THE RED GUARDS [654, 69, 747, 89]
dateline: London, September 15. [784, 104, 860, 113]
article-subheading: "HELLO" GIRLS ON AMERICAN FRONT [662, 1443, 739, 1464]
article-paragraph: An American official report states: "On the St. Mihiel sector there was increased artillery and aviation activity. The enemy's counter-attack west St. Hilaire was easily repulsed. A number of prisoners was taken on the left bank of the Moselle. Our lines have been advanced from one to two miles, and now include the towns of Vilcey and Norroy. The extension of our lines toward Jaulny resulted in bringing in 72 additional guns, which had been abandoned by the enemy in his hasty retreat. This brings the total number of guns captured to over two hundred."—Aus.-N.Z. Cable Assn.-Reuter. [314, 231, 638, 286]
article-subheading: ARCHIVE RUN COMMENT ON BRITISH EXPOSURE. [765, 1117, 859, 1148]
article-subheading: A SERIES OF SUCCESSES [427, 303, 526, 314]
article-paragraph: A French communique states: "The fine weather of September 14 permitted considerable aerial activity. There were numerous severe fights, in which fourteen enemy machines were brought down and seven balloons set on fire. The enemy's troops were also attacked by machine-gun fire, and 61 tons were dropped on the enemy's cantonments. Also 23 tons of bombs were dropped at night on the railway stations at Laon and Conflans."—Aus.-N.Z. Cable Assn.-Reuter. [314, 923, 638, 969]
article-subheading: IS METZ THE OBJECTIVE? [105, 818, 209, 829]
article-subheading: ALLIES' FRONT REDUCED BY 22 MILES. [78, 1182, 236, 1193]
received-note: (Rec. September 16, 7.30 p.m.) [109, 1082, 205, 1092]
received-note: (Rec. September 16, 9.40 p.m.) [993, 786, 1089, 795]
article-subheading: THE RECORD FOR AUGUST. [421, 779, 531, 790]
article-subheading: THE WAR IN THE AIR [434, 629, 518, 640]
article-paragraph: Mr. Frank Simmonds, commenting on the American offensive on the St. Mihiel sector, says: "Marshal Foch's success is a magnificent example of the advantages of unified command and a revelation of Foch's strategic genius. It is hoped that the Americans will not let the enemy settle down to a defensive. Foch is now free to launch an offensive in the direction of Briey and the iron mines without danger to his southern flank at Nancy, between Metz and Strasburg, which would be the beginning of the real invasion of Germany. This is certain to come in 1919, compelling the Germans to evacuate Northern France and Western Belgium."—Aus.-N.Z. Cable Assn. [14, 1106, 300, 1178]
dateline: Masterton, September 16. [1013, 1612, 1097, 1622]
received-note: (Rec. September 16, 8.40 p.m.) [109, 937, 205, 947]
article-subheading: SOMBRE STORIES [664, 283, 737, 294]
dateline: Amsterdam, September 15. [771, 1148, 860, 1158]
article-paragraph: Sir Edward Holden, addressing the shareholders of the London Midland Bank, stated that three hundred million sterling was required after the war to finance the reconstruction of industries, purchase raw materials, and for the expansion of trade. Powerful amalgamated banks were more than ever needed to meet the new requirements and maintain London as the world's centre of finance. Germany was extensively amalgamating her banks as a preparation for a financial war. The British banks must build up their credit reserves to meet the requirements, and the world's production was declining.—"The Times." [763, 331, 860, 529]
article-paragraph: The New York "Tribune" comments on the Kaiser's speech at Essen, and says: "With more solidity and slushy sentimentalism than Werther ever showed, the 'all highest' of Potsdam has again exhibited to the world his mental and moral calibre."—Aus.-N.Z. Cable Assn. [874, 1486, 971, 1577]
article-paragraph: As the result of the compulsory cutting out of the cars over the 5 p.m. to 6 p.m. period yesterday the cars that were running carried heavy loads, and there were occasions when people had to wait longer than usual for transport, particularly at the Courtenay Place stop (in the case of out-bound cars). [985, 1307, 1097, 1388]
article-heading: ITALIAN BLOW IN THE BRENTA [767, 41, 857, 64]
dateline: Rome, September 15. [901, 2132, 971, 2142]
article-paragraph: The "Times" correspondent at Harbin states that General Dieterichs has voluntarily resigned and handed over the command of the Czecho-Slovaks in Siberia to Colonel Gaida, thinking that a Czech leader will be more likely to accord with Czech national sentiment.—Aus.-N.Z. Cable Assn. [652, 904, 749, 1004]
article-subheading: COMING FINANCIAL WAR [770, 264, 853, 285]
article-paragraph: Reuter's correspondent at British Headquarters gives instances of the youth of the defenders of the German reserve divisions. Prisoners admit that disaffection and insubordination are growing alarmingly, and that desertions are increasing. A battalion of the 46th Reserve Infantry Regiment, which joined the ranks of "The Lions of Cambrai," arose during our recent advance at Saumeny and fled to Peiz, indulging in looting, and straggled away. A captured map showed there is already a plan to lead out every German army, was being organised from Foch's stroke upon the advance.—Reuter. [874, 1918, 971, 2107]
article-subheading: GERMANY BEHIND THE MOVE [414, 1488, 538, 1499]
dateline: Washington, September 15. [210, 747, 300, 757]
column-2 [307, 36, 645, 1756]
column-6 [978, 36, 1104, 1821]
article-subheading: TERRITORIAL PARADES [993, 1565, 1090, 1576]
article-paragraph: The "Cologne Gazette," in an indignant article on the exposure of the German atrocities in West Africa, says: "Hypocritical Albion thereby attempts to conceal her predatory instincts behind a moral fig leaf." The paper refers to the return of the German colonies constitutes a fixed aim of the German people.—Aus.-N.Z. Cable Assn. [763, 1160, 860, 1277]
article-paragraph: Within an hour everybody was off the ship. When the rescuing destroyers left with the survivors the steamer was still afloat.—"The Times." [985, 690, 1097, 736]
column-5 [867, 36, 978, 2255]
article-subheading: TRAMWAY MANAGERS TO MEET UNION EXECUTIVE. [988, 1285, 1095, 1306]
article-subheading: HINDENBURG'S STATUE DEFACED [874, 2111, 971, 2132]
article-paragraph: A French communique states: "South-east of the Oise the enemy again counter-attacked violently. Everywhere our positions have been maintained. We captured to-day the plateau eastward of Vauxaillon. Further south we advanced beyond Mennejean Farm, capturing the crest north-east of Celles-sur-Aisne. Since yesterday morning we have taken prisoner over 2000."—Aus.-N.Z. Cable Assn.-Reuter. [314, 416, 638, 453]
dateline: London, September 15. [562, 594, 638, 604]
article-paragraph: A Territorial who was charged in the Magistrate's Court to-day with failing to attend parades, pleaded that he had been classed C2 as a military reservist, and therefore considered that he was not entitled to parade. The Magistrate, Mr. Poe, reserved his decision. [985, 1624, 1097, 1697]
masthead-title: THE DOMINION, TUESDAY, SEPTEMBER 17, 1918. [294, 7, 822, 26]
article-subheading: SEEING THINGS AT FIRST HAND [773, 533, 850, 554]
article-subheading: AUSTRIAN NOTE PUBLISHED [404, 1011, 548, 1023]
article-paragraph: A French communique states: "South of St. Quentin we advanced to the outskirts of Fontaine-les-Clercs. Between the Oise and the Aisne we made local attacks with the object of improving our positions, and captured the village of Allemant and the Laffaux Mill, in spite of severe resistance. We increased our progress east of Laffaux and north-east of Celles-sur-Aisne. Two thousand five hundred prisoners have been counted. South of the Aisne we progressed and captured the village of Glennes. In the region of Vauxaillon we stopped three enemy counter-attacks against our new positions during the night. We repulsed several raids in the Champagne and in Lorraine."—Aus.-N.Z. Cable Assn.-Reuter. [314, 326, 638, 390]
article-paragraph: Amongst the rescued was Mr. Burton, South African Minister, en route from the War Conference. [985, 660, 1097, 688]
headline-deck-3: AUSTRIAN PEACE NOTE [41, 330, 272, 389]
dateline: London, September 15. [895, 1906, 971, 1916]
article-paragraph: Another message states that Germany offers Belgium a cessation of hostilities and the evacuation of Belgium if she will consent to neutrality, thus barring Belgium to the Allied troops.—Aus.-N.Z. Cable Assn. [314, 1592, 638, 1620]
main-headline: METZ UNDER FIRE [85, 36, 228, 186]
received-note: (Rec. September 16, 9.40 p.m.) [428, 392, 524, 402]
dateline: Amsterdam, September 15. [882, 775, 971, 785]
dateline: Paris, September 15. [681, 1328, 749, 1338]
received-note: (Rec. September 16, 8.40 p.m.) [993, 224, 1089, 234]
article-paragraph: Information has reached London that the German Admiralty, in view of the enormous public dissatisfaction over the failure to interfere with the American transports, has ordered the submarines to make a supreme effort to destroy troopships.—Aus.-N.Z. Cable Assn. [874, 1800, 971, 1891]
dateline: Amsterdam, September 15. [882, 1093, 971, 1103]
dateline: London, September 16. [784, 1615, 860, 1625]
dateline: New York, September 15. [666, 114, 749, 123]
dateline: London, September 15. [673, 318, 749, 328]
dateline: Amsterdam, September 15. [882, 942, 971, 952]
article-paragraph: The "Times" correspondent at American Headquarters writes: "The American system of communication works perfectly, greatly assisting in the precision of the operations. The corps and Headquarters can telephone to each other by various commands and continue as business men in New York. Many operators are used at the front, but the central exchanges are worked by picked women operators, the 'plug' to their never did before to save American lives."—The Times. [652, 1500, 749, 1653]
article-subheading: AUSTRIAN DEFENSIVE SYSTEM CAPTURED [765, 69, 858, 89]
article-subheading: A STOCKTAKING OF RESULTS [83, 704, 231, 716]
received-note: (Rec. September 16, 8.40 p.m.) [428, 519, 524, 529]
